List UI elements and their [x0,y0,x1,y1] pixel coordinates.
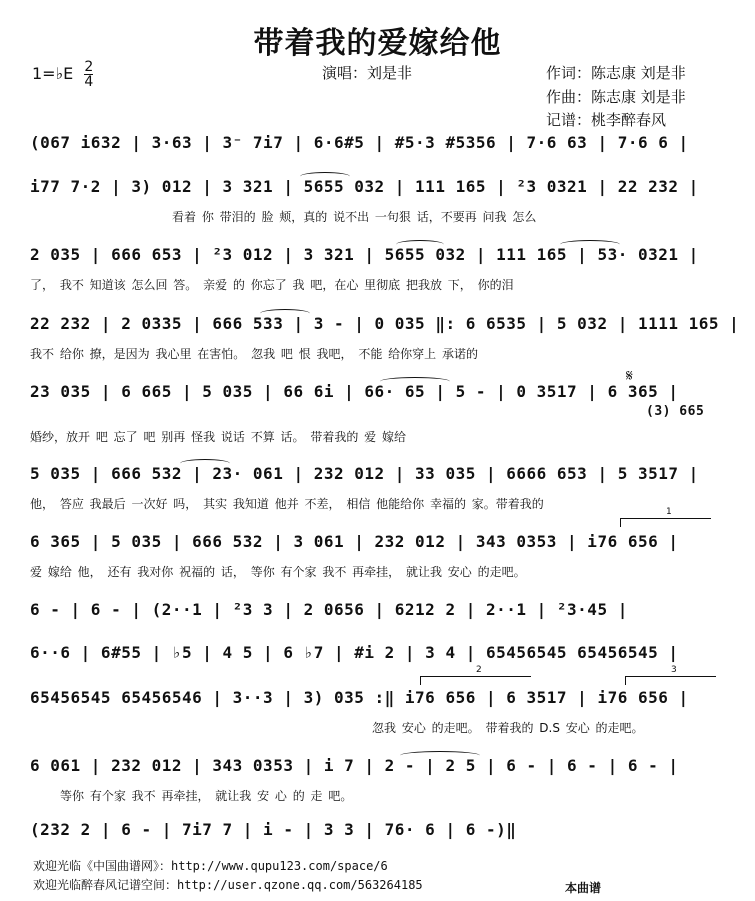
slur [560,240,620,249]
score-row-6: 5 035 | 666 532 | 23· 061 | 232 012 | 33 035 | 6666 653 | 5 3517 | [30,464,699,483]
lyric-row-4: 我不 给你 撩，是因为 我心里 在害怕。 忽我 吧 恨 我吧， 不能 给你穿上 承诺的 [30,347,478,361]
lyric-row-5: 婚纱，放开 吧 忘了 吧 别再 怪我 说话 不算 话。 带着我的 爱 嫁给 [30,430,406,444]
lyric-row-2: 看着 你 带泪的 脸 颊，真的 说不出 一句狠 话，不要再 问我 怎么 [172,210,537,224]
first-ending-bracket: 1 [620,518,711,527]
score-row-9: 6··6 | 6#55 | ♭5 | 4 5 | 6 ♭7 | #i 2 | 3 4 | 65456545 65456545 | [30,643,679,662]
score-row-5: 23 035 | 6 665 | 5 035 | 66 6i | 66· 65 | 5 - | 0 3517 | 6 365 | [30,382,679,401]
transcriber-credit: 记谱：桃李醉春风 [546,111,667,129]
second-ending-bracket: 2 [420,676,531,685]
footer-link-qzone[interactable]: 欢迎光临醉春风记谱空间：http://user.qzone.qq.com/563264185 [33,878,423,892]
slur [380,377,450,386]
third-ending-bracket: 3 [625,676,716,685]
key-signature [32,60,93,89]
score-row-8: 6 - | 6 - | (2··1 | ²3 3 | 2 0656 | 6212 2 | 2··1 | ²3·45 | [30,600,628,619]
score-row-4: 22 232 | 2 0335 | 666 533 | 3 - | 0 035 ‖: 6 6535 | 5 032 | 1111 165 | [30,314,740,333]
score-row-3: 2 035 | 666 653 | ²3 012 | 3 321 | 5655 032 | 111 165 | 53· 0321 | [30,245,699,264]
alternate-notes: (3) 665 [646,404,705,419]
slur [180,459,230,468]
score-row-10: 65456545 65456546 | 3··3 | 3) 035 :‖ i76 656 | 6 3517 | i76 656 | [30,688,689,707]
lyricist-credit: 作词：陈志康 刘是非 [546,64,686,82]
song-title: 带着我的爱嫁给他 [253,26,502,61]
time-signature-numerator: 2 [84,59,94,75]
slur [400,751,480,760]
slur [396,240,444,249]
lyric-row-7: 爱 嫁给 他， 还有 我对你 祝福的 话， 等你 有个家 我不 再牵挂， 就让我 安心 的走吧。 [30,565,526,579]
score-row-11: 6 061 | 232 012 | 343 0353 | i 7 | 2 - | 2 5 | 6 - | 6 - | 6 - | [30,756,679,775]
lyric-row-6: 他， 答应 我最后 一次好 吗， 其实 我知道 他并 不差， 相信 他能给你 幸福的 家。带着我的 [30,497,544,511]
time-signature [84,60,93,89]
time-signature-denominator: 4 [84,74,94,90]
slur [300,172,350,181]
score-row-7: 6 365 | 5 035 | 666 532 | 3 061 | 232 012 | 343 0353 | i76 656 | [30,532,679,551]
score-row-2: i77 7·2 | 3) 012 | 3 321 | 5655 032 | 111 165 | ²3 0321 | 22 232 | [30,177,699,196]
lyric-row-11: 等你 有个家 我不 再牵挂， 就让我 安 心 的 走 吧。 [60,789,353,803]
segno-sign: 𝄋 [626,366,633,385]
footer-brand: 本曲谱 [565,881,602,895]
footer-link-qupu[interactable]: 欢迎光临《中国曲谱网》：http://www.qupu123.com/space/6 [33,859,388,873]
lyric-row-10: 忽我 安心 的走吧。 带着我的 D.S 安心 的走吧。 [372,721,644,735]
composer-credit: 作曲：陈志康 刘是非 [546,88,686,106]
lyric-row-3: 了， 我不 知道该 怎么回 答。 亲爱 的 你忘了 我 吧，在心 里彻底 把我放 下， 你的泪 [30,278,514,292]
key-label: 1=♭E [32,64,74,83]
score-row-1: (067 i632 | 3·63 | 3⁻ 7i7 | 6·6#5 | #5·3 #5356 | 7·6 63 | 7·6 6 | [30,133,689,152]
score-row-12: (232 2 | 6 - | 7i7 7 | i - | 3 3 | 76· 6 | 6 -)‖ [30,820,517,839]
slur [260,309,310,318]
singer-credit: 演唱：刘是非 [322,64,413,82]
